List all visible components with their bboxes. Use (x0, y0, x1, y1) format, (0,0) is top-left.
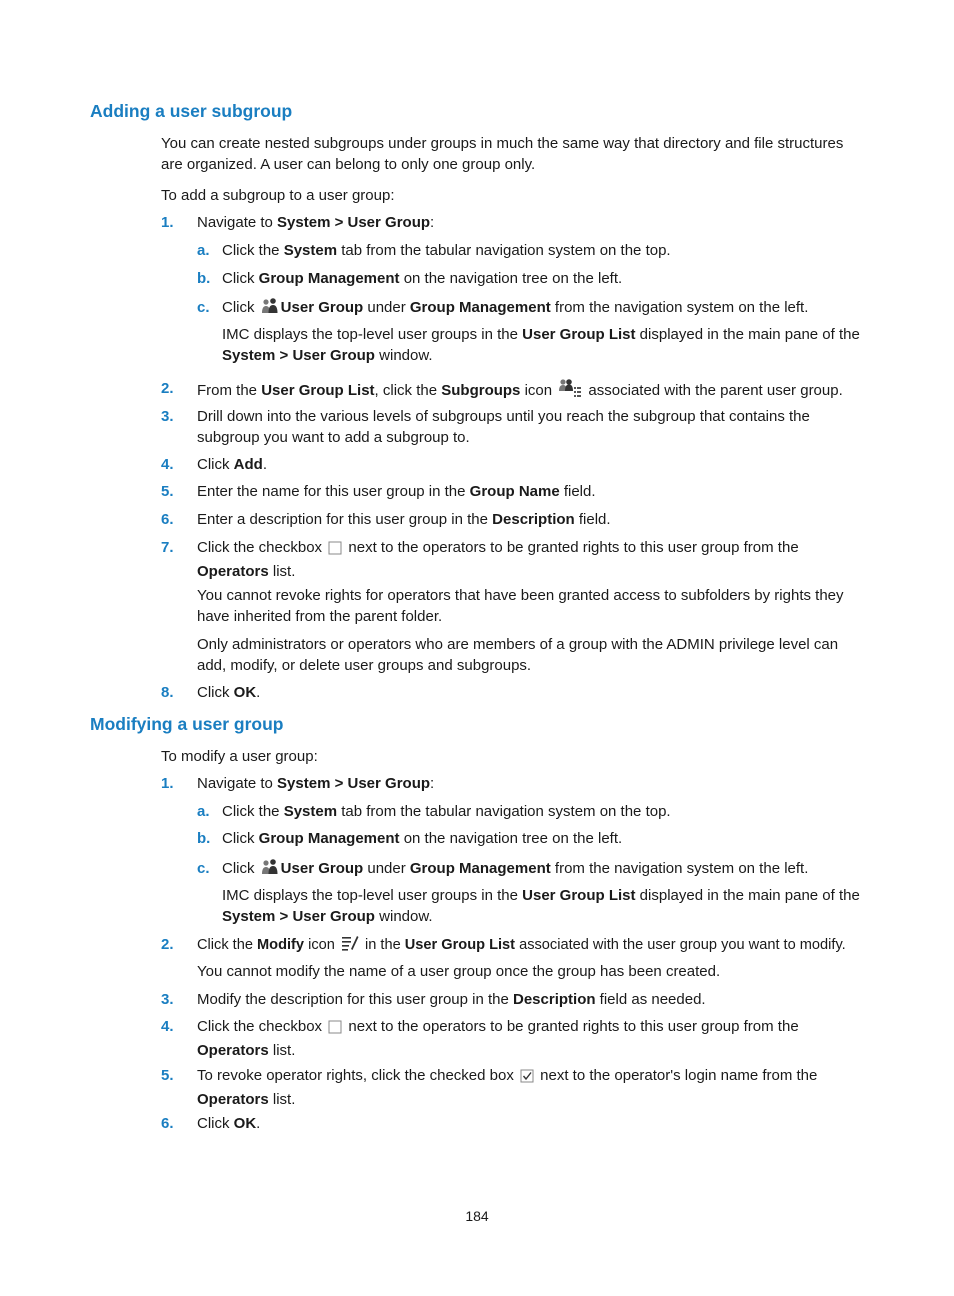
substep-text: Click the System tab from the tabular navigation system on the top. (222, 803, 671, 820)
step-number: 4. (161, 1018, 174, 1035)
step-text: From the User Group List, click the Subgroups icon associated with the parent user group. (197, 378, 867, 404)
step-number: 2. (161, 380, 174, 397)
step-text: Navigate to System > User Group: (197, 775, 435, 792)
step-text: Click Add. (197, 456, 268, 473)
substep-text: Click User Group under Group Management from the navigation system on the left. (222, 297, 867, 321)
substep-letter: c. (197, 299, 210, 316)
substep-letter: b. (197, 270, 211, 287)
substep-note: IMC displays the top-level user groups in the User Group List displayed in the main pane of the System > User Group window. (222, 887, 860, 925)
step-text: Drill down into the various levels of subgroups until you reach the subgroup that contains the subgroup you want to add a subgroup to. (197, 408, 810, 446)
substep-text: Click User Group under Group Management from the navigation system on the left. (222, 858, 867, 882)
checkbox-icon (328, 540, 342, 561)
page-number: 184 (465, 1208, 489, 1224)
user-group-icon (261, 297, 279, 321)
step-number: 7. (161, 539, 174, 556)
step-note: You cannot revoke rights for operators that have been granted access to subfolders by rights they have inherited from the parent folder. (197, 587, 844, 625)
step-number: 8. (161, 684, 174, 701)
subgroups-icon (558, 378, 582, 404)
step-text: Click the checkbox next to the operators to be granted rights to this user group from the Operators list. (197, 1018, 799, 1059)
step-text: Click OK. (197, 1115, 261, 1132)
substep-text: Click the System tab from the tabular navigation system on the top. (222, 242, 671, 259)
substep-text: Click Group Management on the navigation tree on the left. (222, 270, 623, 287)
checked-box-icon (520, 1068, 534, 1089)
substep-letter: b. (197, 830, 211, 847)
lead-text: To add a subgroup to a user group: (161, 187, 395, 204)
step-text: Click the Modify icon in the User Group List associated with the user group you want to modify. (197, 934, 867, 959)
step-text: Click the checkbox next to the operators to be granted rights to this user group from the Operators list. (197, 539, 799, 580)
step-text: Navigate to System > User Group: (197, 214, 435, 231)
modify-icon (341, 934, 359, 959)
intro-paragraph: You can create nested subgroups under groups in much the same way that directory and file structures are organized. A user can belong to only one group only. (161, 135, 844, 173)
step-text: Enter a description for this user group in the Description field. (197, 511, 611, 528)
step-text: Enter the name for this user group in the Group Name field. (197, 483, 596, 500)
step-number: 5. (161, 483, 174, 500)
substep-letter: a. (197, 803, 210, 820)
checkbox-icon (328, 1019, 342, 1040)
step-number: 5. (161, 1067, 174, 1084)
substep-note: IMC displays the top-level user groups in the User Group List displayed in the main pane of the System > User Group window. (222, 326, 860, 364)
step-number: 6. (161, 511, 174, 528)
step-note: Only administrators or operators who are members of a group with the ADMIN privilege level can add, modify, or delete user groups and subgroups. (197, 636, 839, 674)
user-group-icon (261, 858, 279, 882)
section-heading-modifying-group: Modifying a user group (90, 714, 284, 734)
step-number: 4. (161, 456, 174, 473)
step-number: 1. (161, 214, 174, 231)
substep-letter: a. (197, 242, 210, 259)
step-number: 6. (161, 1115, 174, 1132)
step-number: 3. (161, 991, 174, 1008)
step-note: You cannot modify the name of a user group once the group has been created. (197, 963, 721, 980)
lead-text: To modify a user group: (161, 748, 318, 765)
section-heading-adding-subgroup: Adding a user subgroup (90, 101, 293, 121)
step-text: Modify the description for this user group in the Description field as needed. (197, 991, 706, 1008)
step-text: Click OK. (197, 684, 261, 701)
substep-text: Click Group Management on the navigation tree on the left. (222, 830, 623, 847)
step-number: 2. (161, 936, 174, 953)
substep-letter: c. (197, 860, 210, 877)
step-number: 3. (161, 408, 174, 425)
step-number: 1. (161, 775, 174, 792)
step-text: To revoke operator rights, click the checked box next to the operator's login name from the Operators list. (197, 1067, 818, 1108)
